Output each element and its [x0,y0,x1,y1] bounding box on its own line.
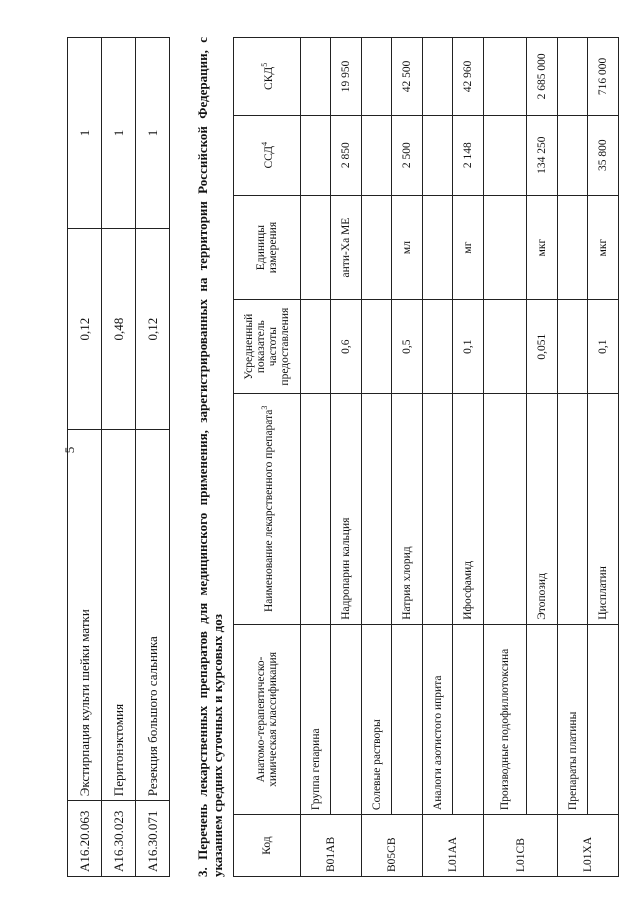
group-code: L01XA [558,815,619,877]
group-code: L01AA [423,815,484,877]
section-title: Перечень лекарственных препаратов для медицинского применения, зарегистрированных на территории Российской Федерации, с указанием средних суточных и курсовых доз [195,37,225,877]
group-atc: Производные подофиллотоксина [484,624,527,814]
row-name: Перитонэктомия [102,430,136,801]
drug-frequency: 0,5 [392,300,423,393]
table-row [331,38,362,877]
row-frequency: 0,12 [136,229,170,430]
row-frequency: 0,12 [68,229,102,430]
drug-frequency: 0,6 [331,300,362,393]
header-ssd: ССД$^4$ [234,115,301,195]
drug-unit: мл [392,195,423,300]
rotated-content [57,37,617,877]
drug-unit: мг [453,195,484,300]
header-code: Код [234,815,301,877]
header-atc: Анатомо-терапевтическо-химическая классификация [234,624,301,814]
drug-frequency: 0,1 [588,300,619,393]
header-drug: Наименование лекарственного препарата$^3$ [234,393,301,624]
table-row [588,38,619,877]
drug-skd: 42 500 [392,38,423,116]
section-number: 3. [195,867,210,877]
drug-ssd: 2 500 [392,115,423,195]
row-name: Экстирпация культи шейки матки [68,430,102,801]
row-name: Резекция большого сальника [136,430,170,801]
drug-unit: мкг [588,195,619,300]
header-skd: СКД$^5$ [234,38,301,116]
group-row [423,38,453,877]
row-code: A16.30.023 [102,801,136,877]
table-row [102,38,136,877]
group-atc: Препараты платины [558,624,588,814]
header-row [234,38,301,877]
group-code: B01AB [301,815,362,877]
drug-name: Цисплатин [588,393,619,624]
table-row [68,38,102,877]
group-atc: Солевые растворы [362,624,392,814]
header-unit: Единицы измерения [234,195,301,300]
table-row [453,38,484,877]
section-heading [195,37,225,877]
group-atc: Аналоги азотистого иприта [423,624,453,814]
drug-ssd: 35 800 [588,115,619,195]
table-row [136,38,170,877]
group-row [558,38,588,877]
drug-skd: 2 685 000 [527,38,558,116]
drug-skd: 19 950 [331,38,362,116]
drug-ssd: 134 250 [527,115,558,195]
header-frequency: Усредненный показатель частоты предоставления [234,300,301,393]
row-code: A16.20.063 [68,801,102,877]
table-row [527,38,558,877]
drug-skd: 42 960 [453,38,484,116]
drug-unit: анти-Ха МЕ [331,195,362,300]
drug-unit: мкг [527,195,558,300]
group-atc: Группа гепарина [301,624,331,814]
group-row [484,38,527,877]
row-multiplicity: 1 [68,38,102,229]
group-code: B05CB [362,815,423,877]
table-row [392,38,423,877]
group-row [362,38,392,877]
row-frequency: 0,48 [102,229,136,430]
row-multiplicity: 1 [102,38,136,229]
drug-frequency: 0,1 [453,300,484,393]
drug-table [233,37,619,877]
drug-name: Натрия хлорид [392,393,423,624]
drug-name: Надропарин кальция [331,393,362,624]
drug-skd: 716 000 [588,38,619,116]
group-code: L01CB [484,815,558,877]
row-multiplicity: 1 [136,38,170,229]
drug-frequency: 0,051 [527,300,558,393]
drug-ssd: 2 148 [453,115,484,195]
row-code: A16.30.071 [136,801,170,877]
drug-ssd: 2 850 [331,115,362,195]
page-number: 5 [62,446,77,454]
drug-name: Ифосфамид [453,393,484,624]
group-row [301,38,331,877]
drug-name: Этопозид [527,393,558,624]
top-table [67,37,170,877]
